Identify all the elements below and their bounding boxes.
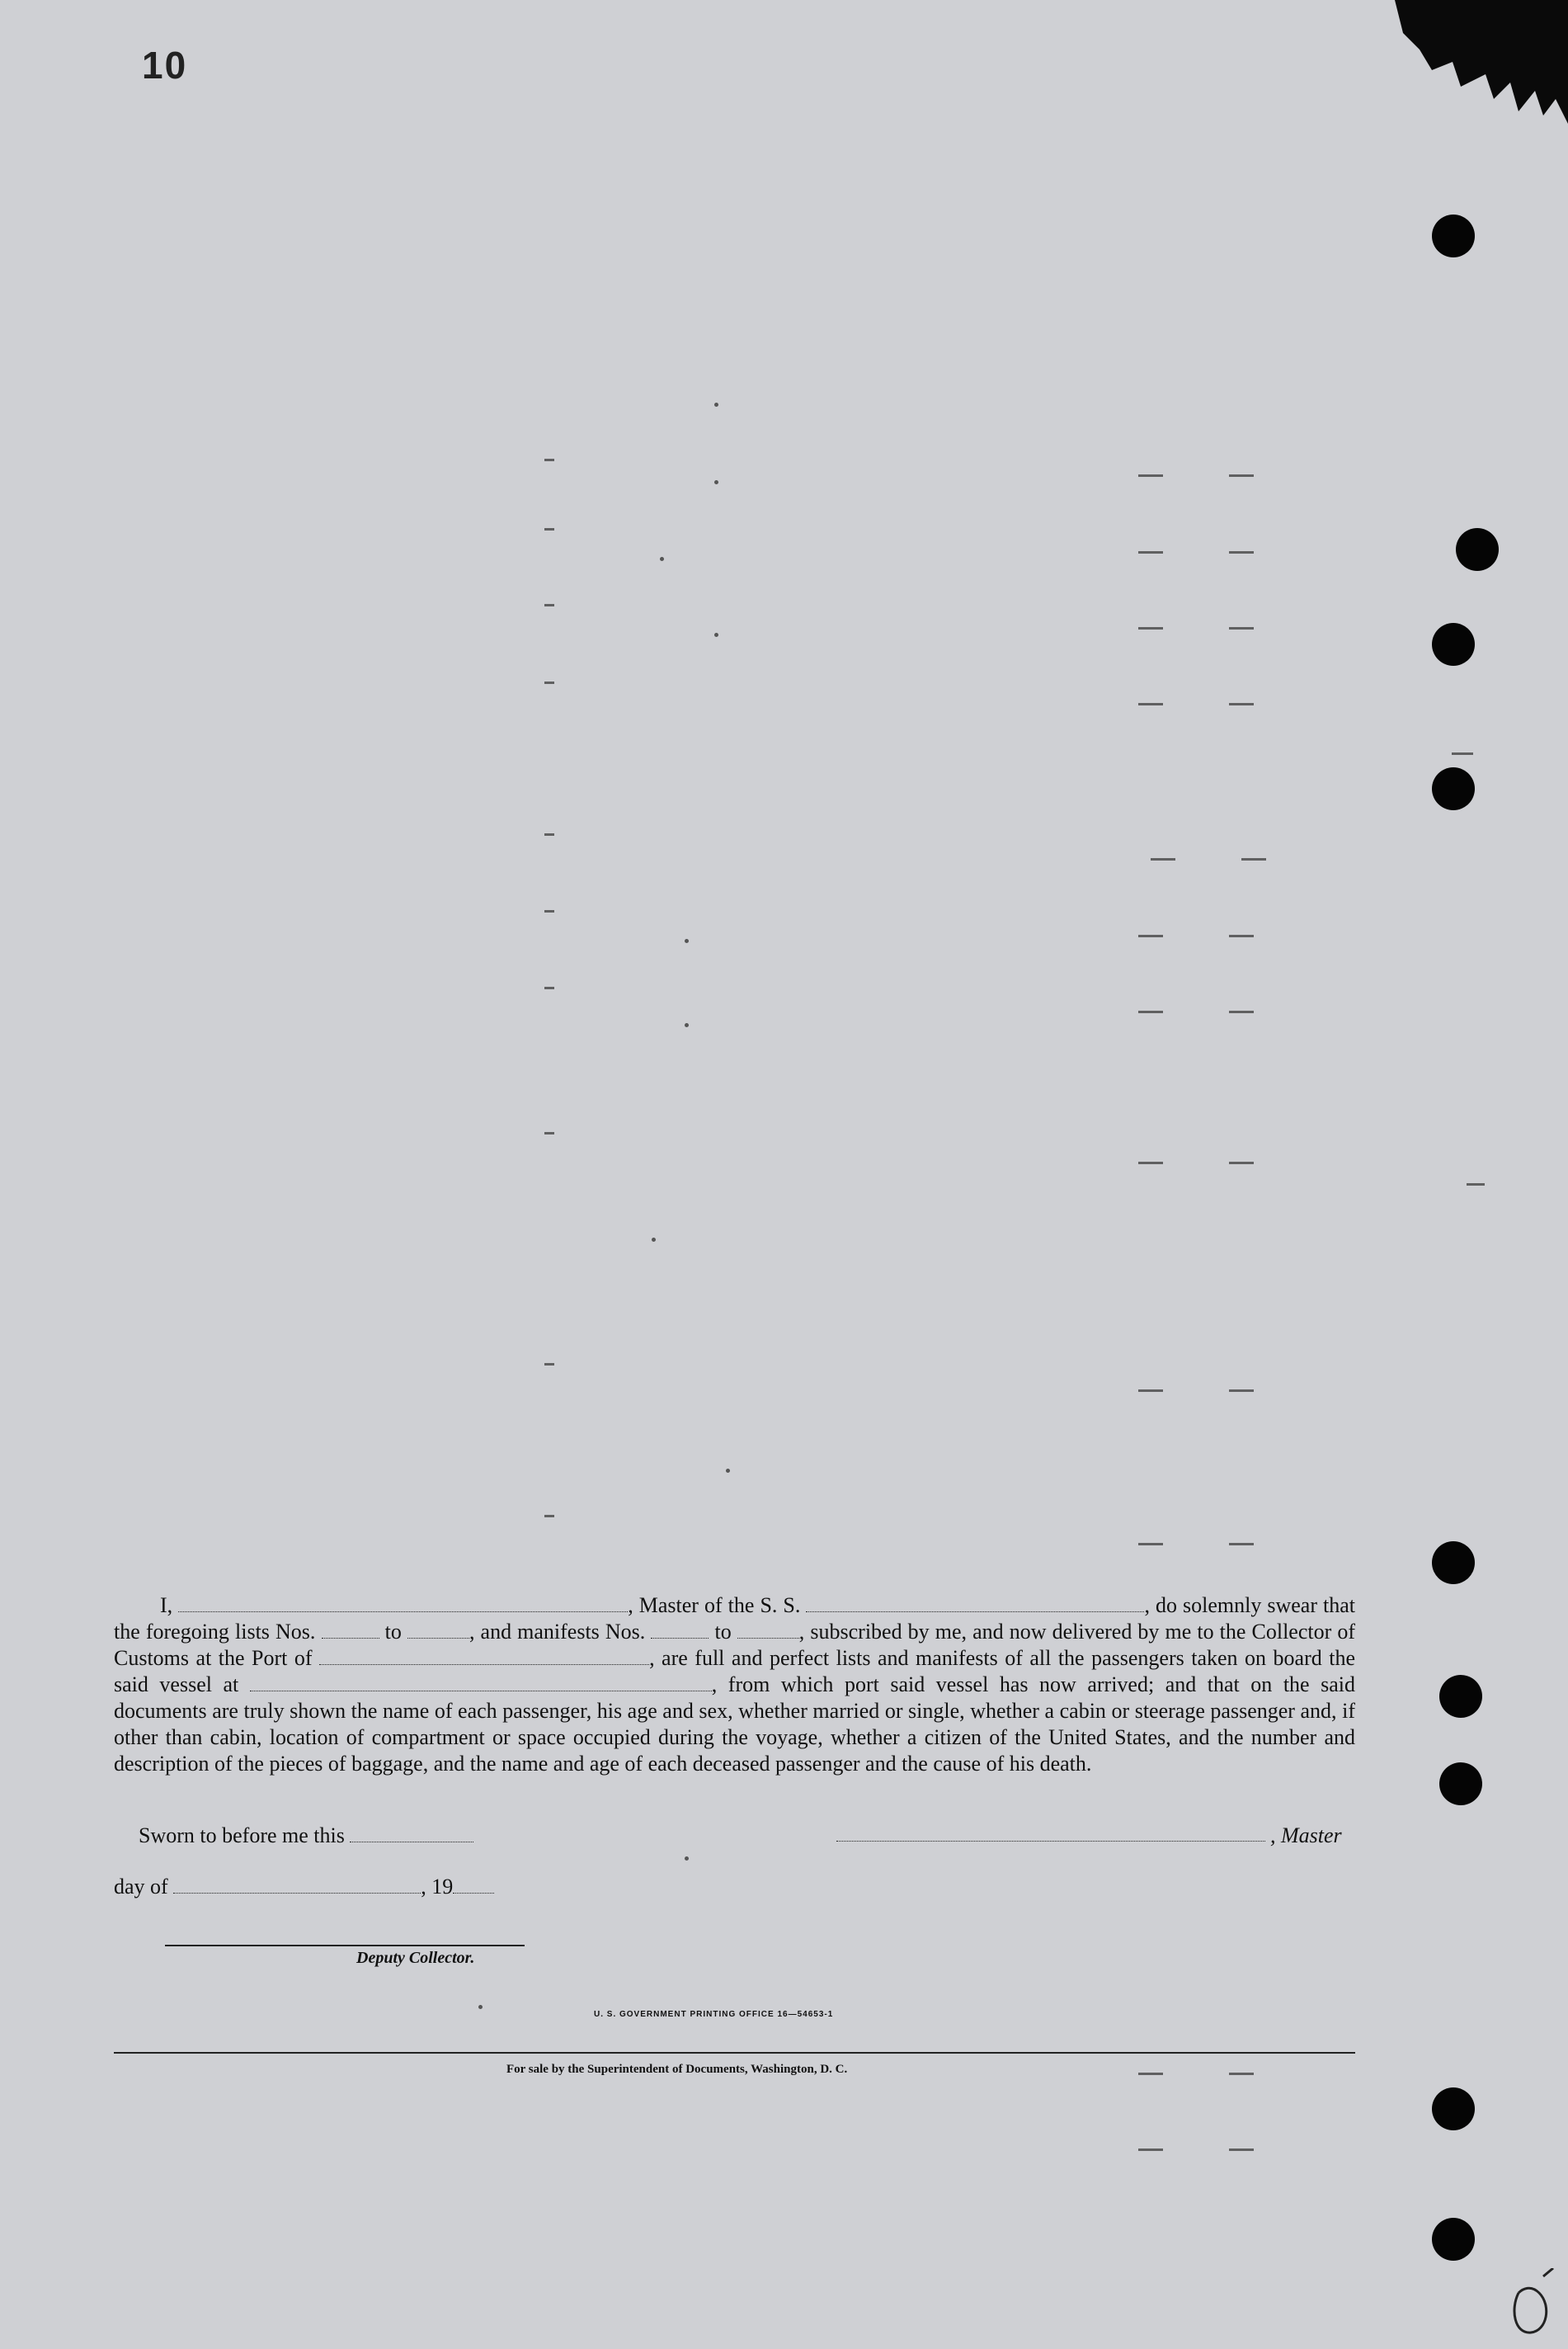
torn-corner xyxy=(1395,0,1568,124)
master-signature-label: , Master xyxy=(1270,1823,1342,1847)
page-number: 10 xyxy=(142,44,188,87)
day-of-label: day of xyxy=(114,1875,168,1899)
for-sale-notice: For sale by the Superintendent of Documents, Washington, D. C. xyxy=(506,2063,848,2076)
punch-hole xyxy=(1456,528,1499,571)
manifest-to-blank xyxy=(737,1623,799,1639)
port-of-arrival-blank xyxy=(319,1649,649,1665)
oath-text-i: I, xyxy=(160,1593,173,1617)
month-blank xyxy=(173,1878,421,1894)
sworn-day-blank xyxy=(350,1827,473,1842)
master-oath xyxy=(114,1592,1355,1777)
oath-text-closing: , from which port said vessel has now arrived; and that on the said documents are truly shown the name of each passenger, his age and sex, whether married or single, whether a cabin or steerage passenger and, if other than cabin, location of compartment or space occupied during the voyage, whether a citizen of the United States, and the number and description of the pieces of baggage, and the name and age of each deceased passenger and the cause of his death. xyxy=(114,1672,1355,1776)
deputy-collector-label: Deputy Collector. xyxy=(356,1949,475,1967)
punch-hole xyxy=(1439,1762,1482,1805)
oath-text-swear: , do solemnly swear that the foregoing lists Nos. xyxy=(114,1593,1356,1644)
oath-text-port: , subscribed by me, and now delivered by me to the Collector of Customs at the Port of xyxy=(114,1620,1356,1670)
manifest-from-blank xyxy=(651,1623,709,1639)
year-prefix: , 19 xyxy=(421,1875,454,1899)
punch-hole xyxy=(1439,1675,1482,1718)
footer-rule xyxy=(114,2052,1355,2054)
oath-text-to-2: to xyxy=(714,1620,732,1644)
year-blank xyxy=(453,1878,494,1894)
punch-hole xyxy=(1432,2218,1475,2261)
oath-text-ss: , Master of the S. S. xyxy=(628,1593,801,1617)
oath-paragraph xyxy=(114,1592,1355,1777)
master-name-blank xyxy=(178,1597,628,1612)
deputy-collector-signature-line xyxy=(165,1945,525,1946)
printing-office-imprint: U. S. GOVERNMENT PRINTING OFFICE 16—54653-1 xyxy=(594,2010,834,2019)
punch-hole xyxy=(1432,215,1475,257)
punch-hole xyxy=(1432,623,1475,666)
oath-text-to-1: to xyxy=(384,1620,402,1644)
punch-hole xyxy=(1432,767,1475,810)
handwritten-mark xyxy=(1502,2268,1560,2342)
sworn-label: Sworn to before me this xyxy=(139,1823,345,1847)
oath-text-vessel: , are full and perfect lists and manifests of all the passengers taken on board the said vessel at xyxy=(114,1646,1355,1696)
oath-text-manifests: , and manifests Nos. xyxy=(469,1620,646,1644)
ship-name-blank xyxy=(806,1597,1144,1612)
punch-hole xyxy=(1432,1541,1475,1584)
sworn-statement xyxy=(139,1823,473,1848)
master-signature-line xyxy=(836,1841,1265,1842)
list-to-blank xyxy=(407,1623,469,1639)
list-from-blank xyxy=(322,1623,379,1639)
day-of-statement xyxy=(114,1875,494,1899)
punch-hole xyxy=(1432,2087,1475,2130)
port-of-departure-blank xyxy=(250,1676,712,1691)
